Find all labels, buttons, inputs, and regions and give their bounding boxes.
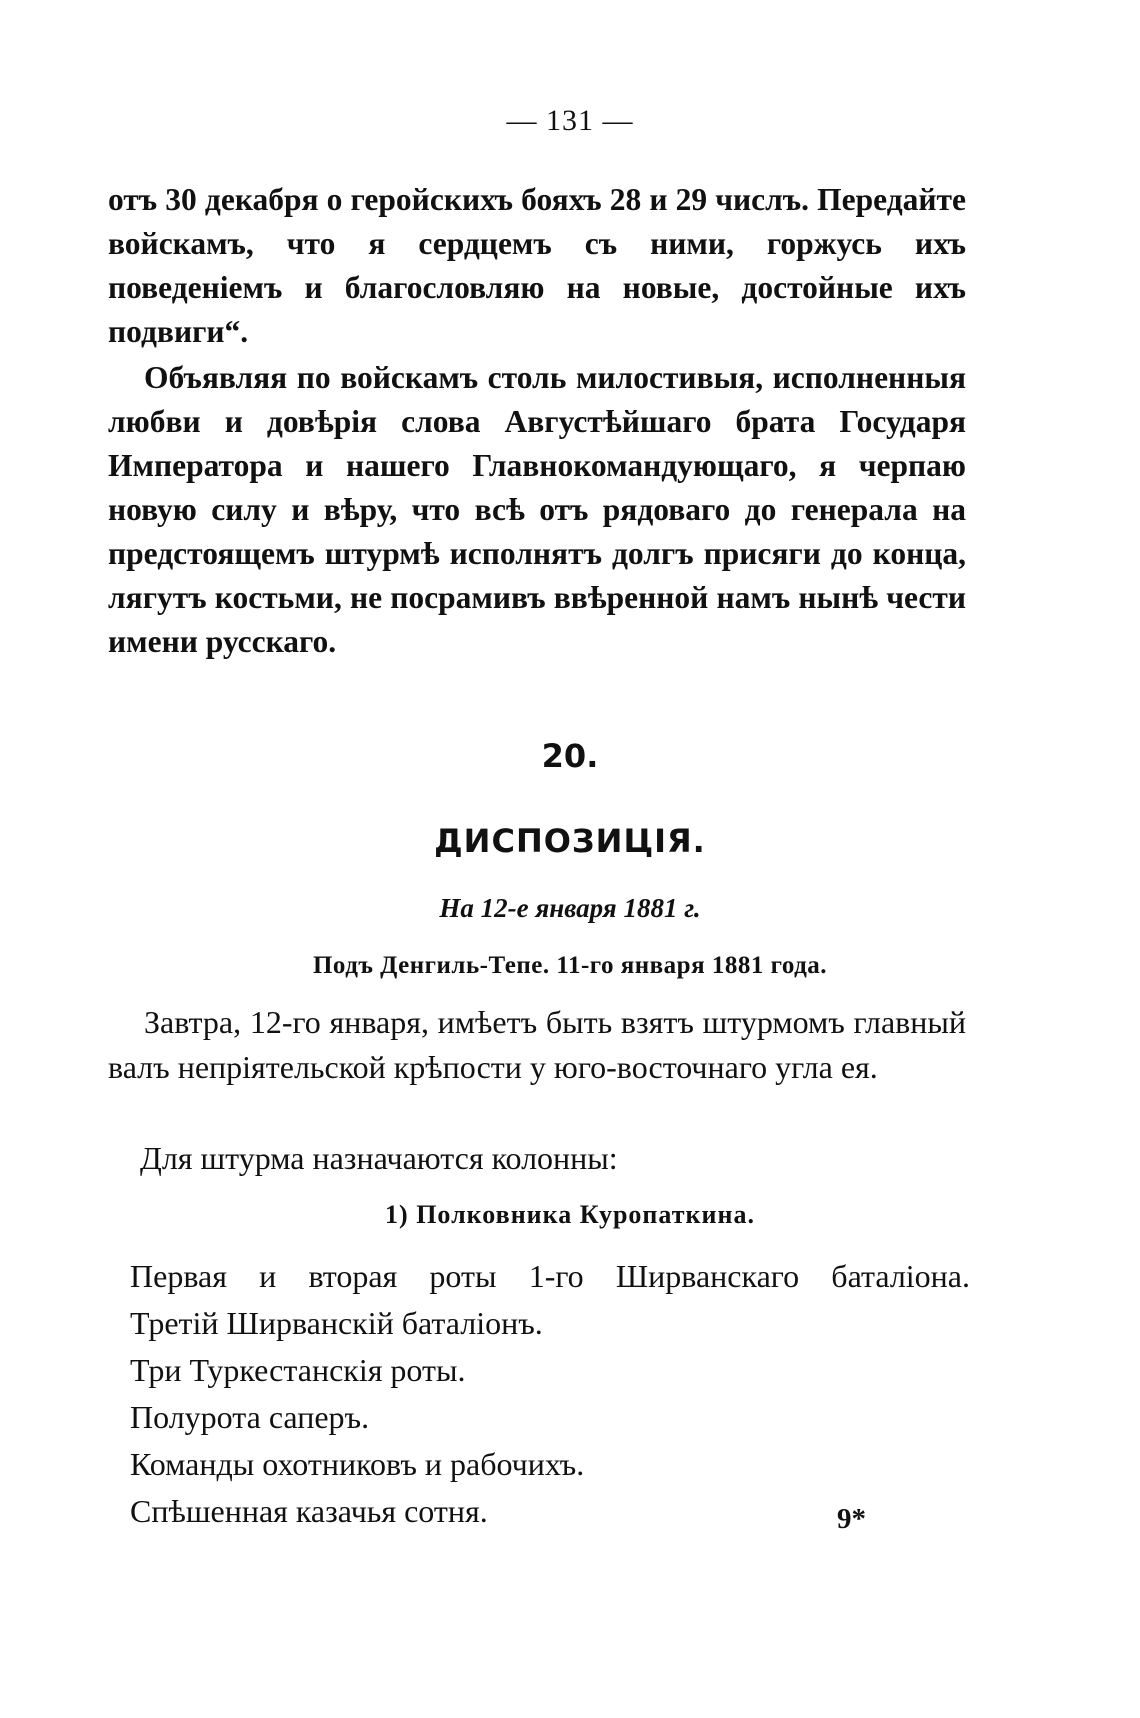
paragraph-assault-order: Завтра, 12-го января, имѣетъ быть взятъ штурмомъ главный валъ непріятельской крѣпости у юго-восточнаго угла ея. <box>108 1004 966 1085</box>
unit-list-item: Команды охотниковъ и рабочихъ. <box>130 1446 585 1482</box>
paragraph-telegram-end: отъ 30 декабря о геройскихъ бояхъ 28 и 29 числъ. Передайте войскамъ, что я сердцемъ съ ними, горжусь ихъ поведеніемъ и благословляю на новые, достойные ихъ подвиги“. <box>108 182 966 349</box>
place-and-date-line: Подъ Денгиль-Тепе. 11-го января 1881 года. <box>312 952 828 979</box>
document-title: ДИСПОЗИЦІЯ. <box>434 822 706 860</box>
section-number: 20. <box>541 737 599 775</box>
column-heading: 1) Полковника Куропаткина. <box>385 1200 755 1229</box>
unit-list-item: Спѣшенная казачья сотня. <box>130 1493 488 1529</box>
page-number: — 131 — <box>506 104 634 137</box>
unit-list-item: Третій Ширванскій баталіонъ. <box>130 1305 543 1341</box>
unit-list-item: Полурота саперъ. <box>130 1399 370 1435</box>
document-date: На 12-е января 1881 г. <box>439 893 701 923</box>
paragraph-announcement: Объявляя по войскамъ столь милостивыя, исполненныя любви и довѣрія слова Августѣйшаго брата Государя Императора и нашего Главнокомандующаго, я черпаю новую силу и вѣру, что всѣ отъ рядоваго до генерала на предстоящемъ штурмѣ исполнятъ долгъ присяги до конца, лягутъ костьми, не посрамивъ ввѣренной намъ нынѣ чести имени русскаго. <box>108 360 966 659</box>
unit-list-item: Первая и вторая роты 1-го Ширванскаго баталіона. <box>130 1258 970 1294</box>
unit-list-item: Три Туркестанскія роты. <box>130 1352 466 1388</box>
paragraph-columns-intro: Для штурма назначаются колонны: <box>140 1140 618 1176</box>
signature-mark: 9* <box>837 1503 866 1535</box>
unit-list <box>130 1253 970 1535</box>
